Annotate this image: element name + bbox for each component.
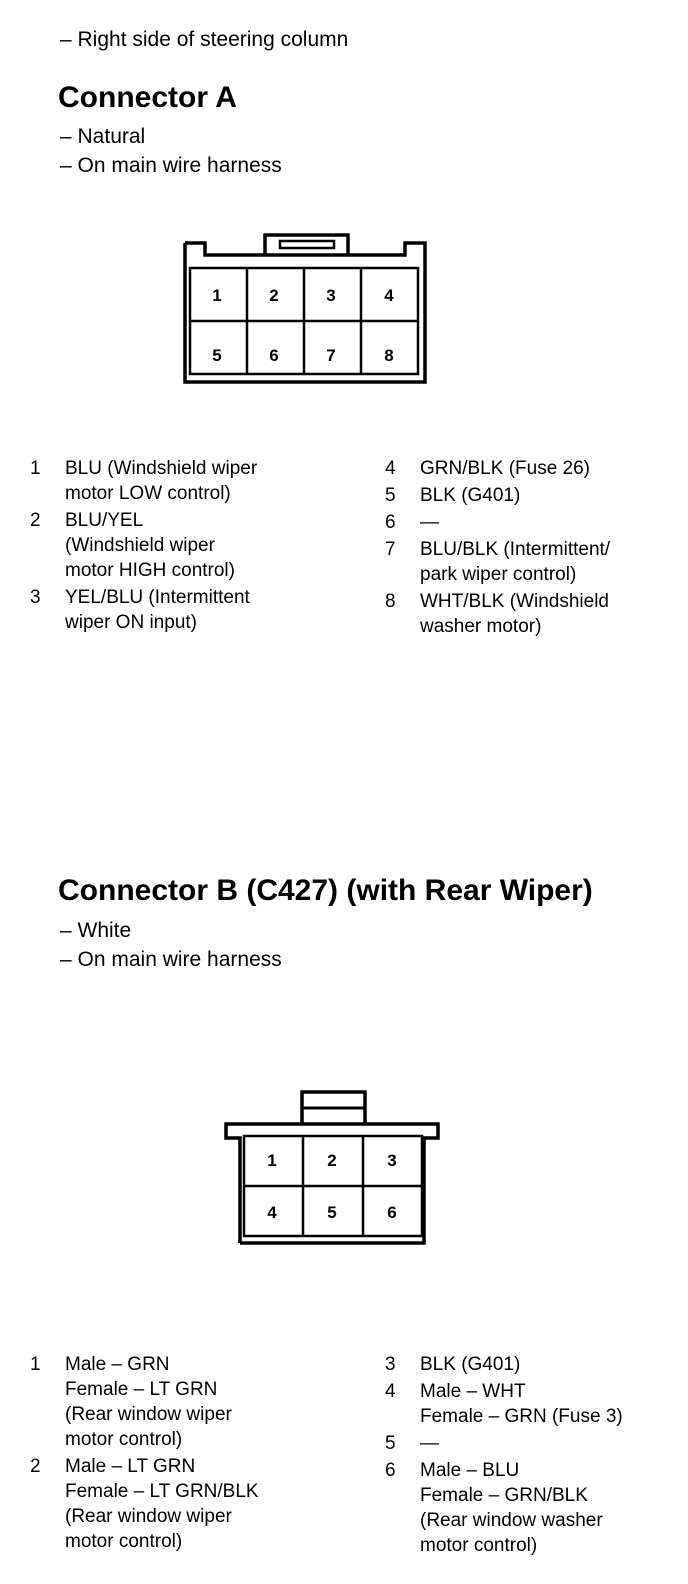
connector-b-cell-5: 5 <box>327 1203 337 1222</box>
pin-description-line: washer motor) <box>420 616 542 637</box>
pin-description-line: Male – GRN <box>65 1354 170 1375</box>
connector-a-note-location: – On main wire harness <box>60 154 282 177</box>
connector-b-pin-2 <box>30 1454 360 1554</box>
connector-a-pin-7 <box>385 537 675 587</box>
pin-number: 1 <box>30 458 41 479</box>
pin-description <box>420 1458 680 1558</box>
location-note: – Right side of steering column <box>60 28 349 51</box>
pin-description-line: BLK (G401) <box>420 1354 521 1375</box>
pin-description-line: Male – WHT <box>420 1381 526 1402</box>
pin-description-line: — <box>420 512 439 533</box>
connector-a-pins-left <box>30 456 360 637</box>
connector-a-pin-2 <box>30 508 360 583</box>
pin-description <box>420 589 675 639</box>
pin-number: 5 <box>385 485 396 506</box>
connector-a-cell-2: 2 <box>269 286 279 305</box>
connector-a-cell-7: 7 <box>326 346 336 365</box>
pin-description-line: motor HIGH control) <box>65 560 235 581</box>
connector-a-pin-6 <box>385 510 675 535</box>
pin-number: 6 <box>385 1460 396 1481</box>
pin-description-line: BLU/BLK (Intermittent/ <box>420 539 611 560</box>
pin-description-line: (Windshield wiper <box>65 535 215 556</box>
pin-number: 2 <box>30 510 41 531</box>
connector-b-pin-6 <box>385 1458 680 1558</box>
connector-b-cell-3: 3 <box>387 1151 397 1170</box>
connector-b-pin-4 <box>385 1379 680 1429</box>
connector-a-title: Connector A <box>58 81 237 114</box>
pin-description-line: park wiper control) <box>420 564 577 585</box>
connector-a-cell-6: 6 <box>269 346 279 365</box>
pin-number: 7 <box>385 539 396 560</box>
connector-b-cell-6: 6 <box>387 1203 397 1222</box>
pin-description-line: motor control) <box>65 1531 183 1552</box>
pin-description-line: Female – GRN/BLK <box>420 1485 588 1506</box>
connector-b-cell-1: 1 <box>267 1151 277 1170</box>
connector-b-cell-4: 4 <box>267 1203 277 1222</box>
connector-a-pin-3 <box>30 585 360 635</box>
connector-a-pins-right <box>385 456 675 641</box>
connector-a-pin-1 <box>30 456 360 506</box>
connector-a-cell-5: 5 <box>212 346 222 365</box>
connector-b-cell-2: 2 <box>327 1151 337 1170</box>
pin-description-line: Male – BLU <box>420 1460 520 1481</box>
pin-description <box>65 456 360 506</box>
connector-b-pin-3 <box>385 1352 680 1377</box>
connector-a-cell-8: 8 <box>384 346 394 365</box>
pin-description-line: — <box>420 1433 439 1454</box>
connector-b-housing <box>226 1124 438 1243</box>
pin-description-line: motor LOW control) <box>65 483 231 504</box>
connector-a-note-color: – Natural <box>60 125 146 148</box>
connector-a-cell-1: 1 <box>212 286 222 305</box>
connector-b-pins-left <box>30 1352 360 1556</box>
pin-description <box>420 510 675 535</box>
pin-description <box>65 1352 360 1452</box>
pin-description <box>65 508 360 583</box>
pin-description-line: YEL/BLU (Intermittent <box>65 587 250 608</box>
pin-number: 1 <box>30 1354 41 1375</box>
pin-number: 3 <box>30 587 41 608</box>
pin-description-line: BLU/YEL <box>65 510 144 531</box>
pin-number: 4 <box>385 458 396 479</box>
pin-description-line: Female – GRN (Fuse 3) <box>420 1406 623 1427</box>
pin-description-line: Female – LT GRN <box>65 1379 218 1400</box>
connector-a-latch-slot <box>280 241 334 248</box>
pin-description-line: (Rear window washer <box>420 1510 603 1531</box>
pin-description-line: (Rear window wiper <box>65 1404 232 1425</box>
pin-description-line: wiper ON input) <box>65 612 197 633</box>
pin-description <box>420 1379 680 1429</box>
pin-description <box>420 1352 680 1377</box>
pin-description-line: GRN/BLK (Fuse 26) <box>420 458 590 479</box>
connector-b-title: Connector B (C427) (with Rear Wiper) <box>58 874 593 907</box>
connector-b-note-location: – On main wire harness <box>60 948 282 971</box>
connector-a-pin-5 <box>385 483 675 508</box>
pin-description-line: Female – LT GRN/BLK <box>65 1481 259 1502</box>
connector-a-pin-4 <box>385 456 675 481</box>
pin-number: 4 <box>385 1381 396 1402</box>
pin-description <box>65 1454 360 1554</box>
pin-number: 3 <box>385 1354 396 1375</box>
pin-number: 5 <box>385 1433 396 1454</box>
pin-description <box>65 585 360 635</box>
connector-b-note-color: – White <box>60 919 132 942</box>
pin-description-line: motor control) <box>420 1535 538 1556</box>
pin-description <box>420 1431 680 1456</box>
connector-b-diagram <box>222 1088 444 1248</box>
pin-number: 2 <box>30 1456 41 1477</box>
connector-a-latch <box>265 235 348 255</box>
pin-number: 8 <box>385 591 396 612</box>
connector-a-cell-3: 3 <box>326 286 336 305</box>
connector-b-pin-5 <box>385 1431 680 1456</box>
connector-b-pin-1 <box>30 1352 360 1452</box>
pin-description <box>420 537 675 587</box>
pin-description-line: Male – LT GRN <box>65 1456 196 1477</box>
connector-a-cell-4: 4 <box>384 286 394 305</box>
pin-description-line: BLK (G401) <box>420 485 521 506</box>
pin-description-line: BLU (Windshield wiper <box>65 458 258 479</box>
connector-a-pin-8 <box>385 589 675 639</box>
connector-a-diagram <box>180 230 430 385</box>
pin-description-line: motor control) <box>65 1429 183 1450</box>
pin-description <box>420 456 675 481</box>
pin-number: 6 <box>385 512 396 533</box>
connector-b-pins-right <box>385 1352 680 1560</box>
pin-description-line: WHT/BLK (Windshield <box>420 591 609 612</box>
pin-description <box>420 483 675 508</box>
pin-description-line: (Rear window wiper <box>65 1506 232 1527</box>
